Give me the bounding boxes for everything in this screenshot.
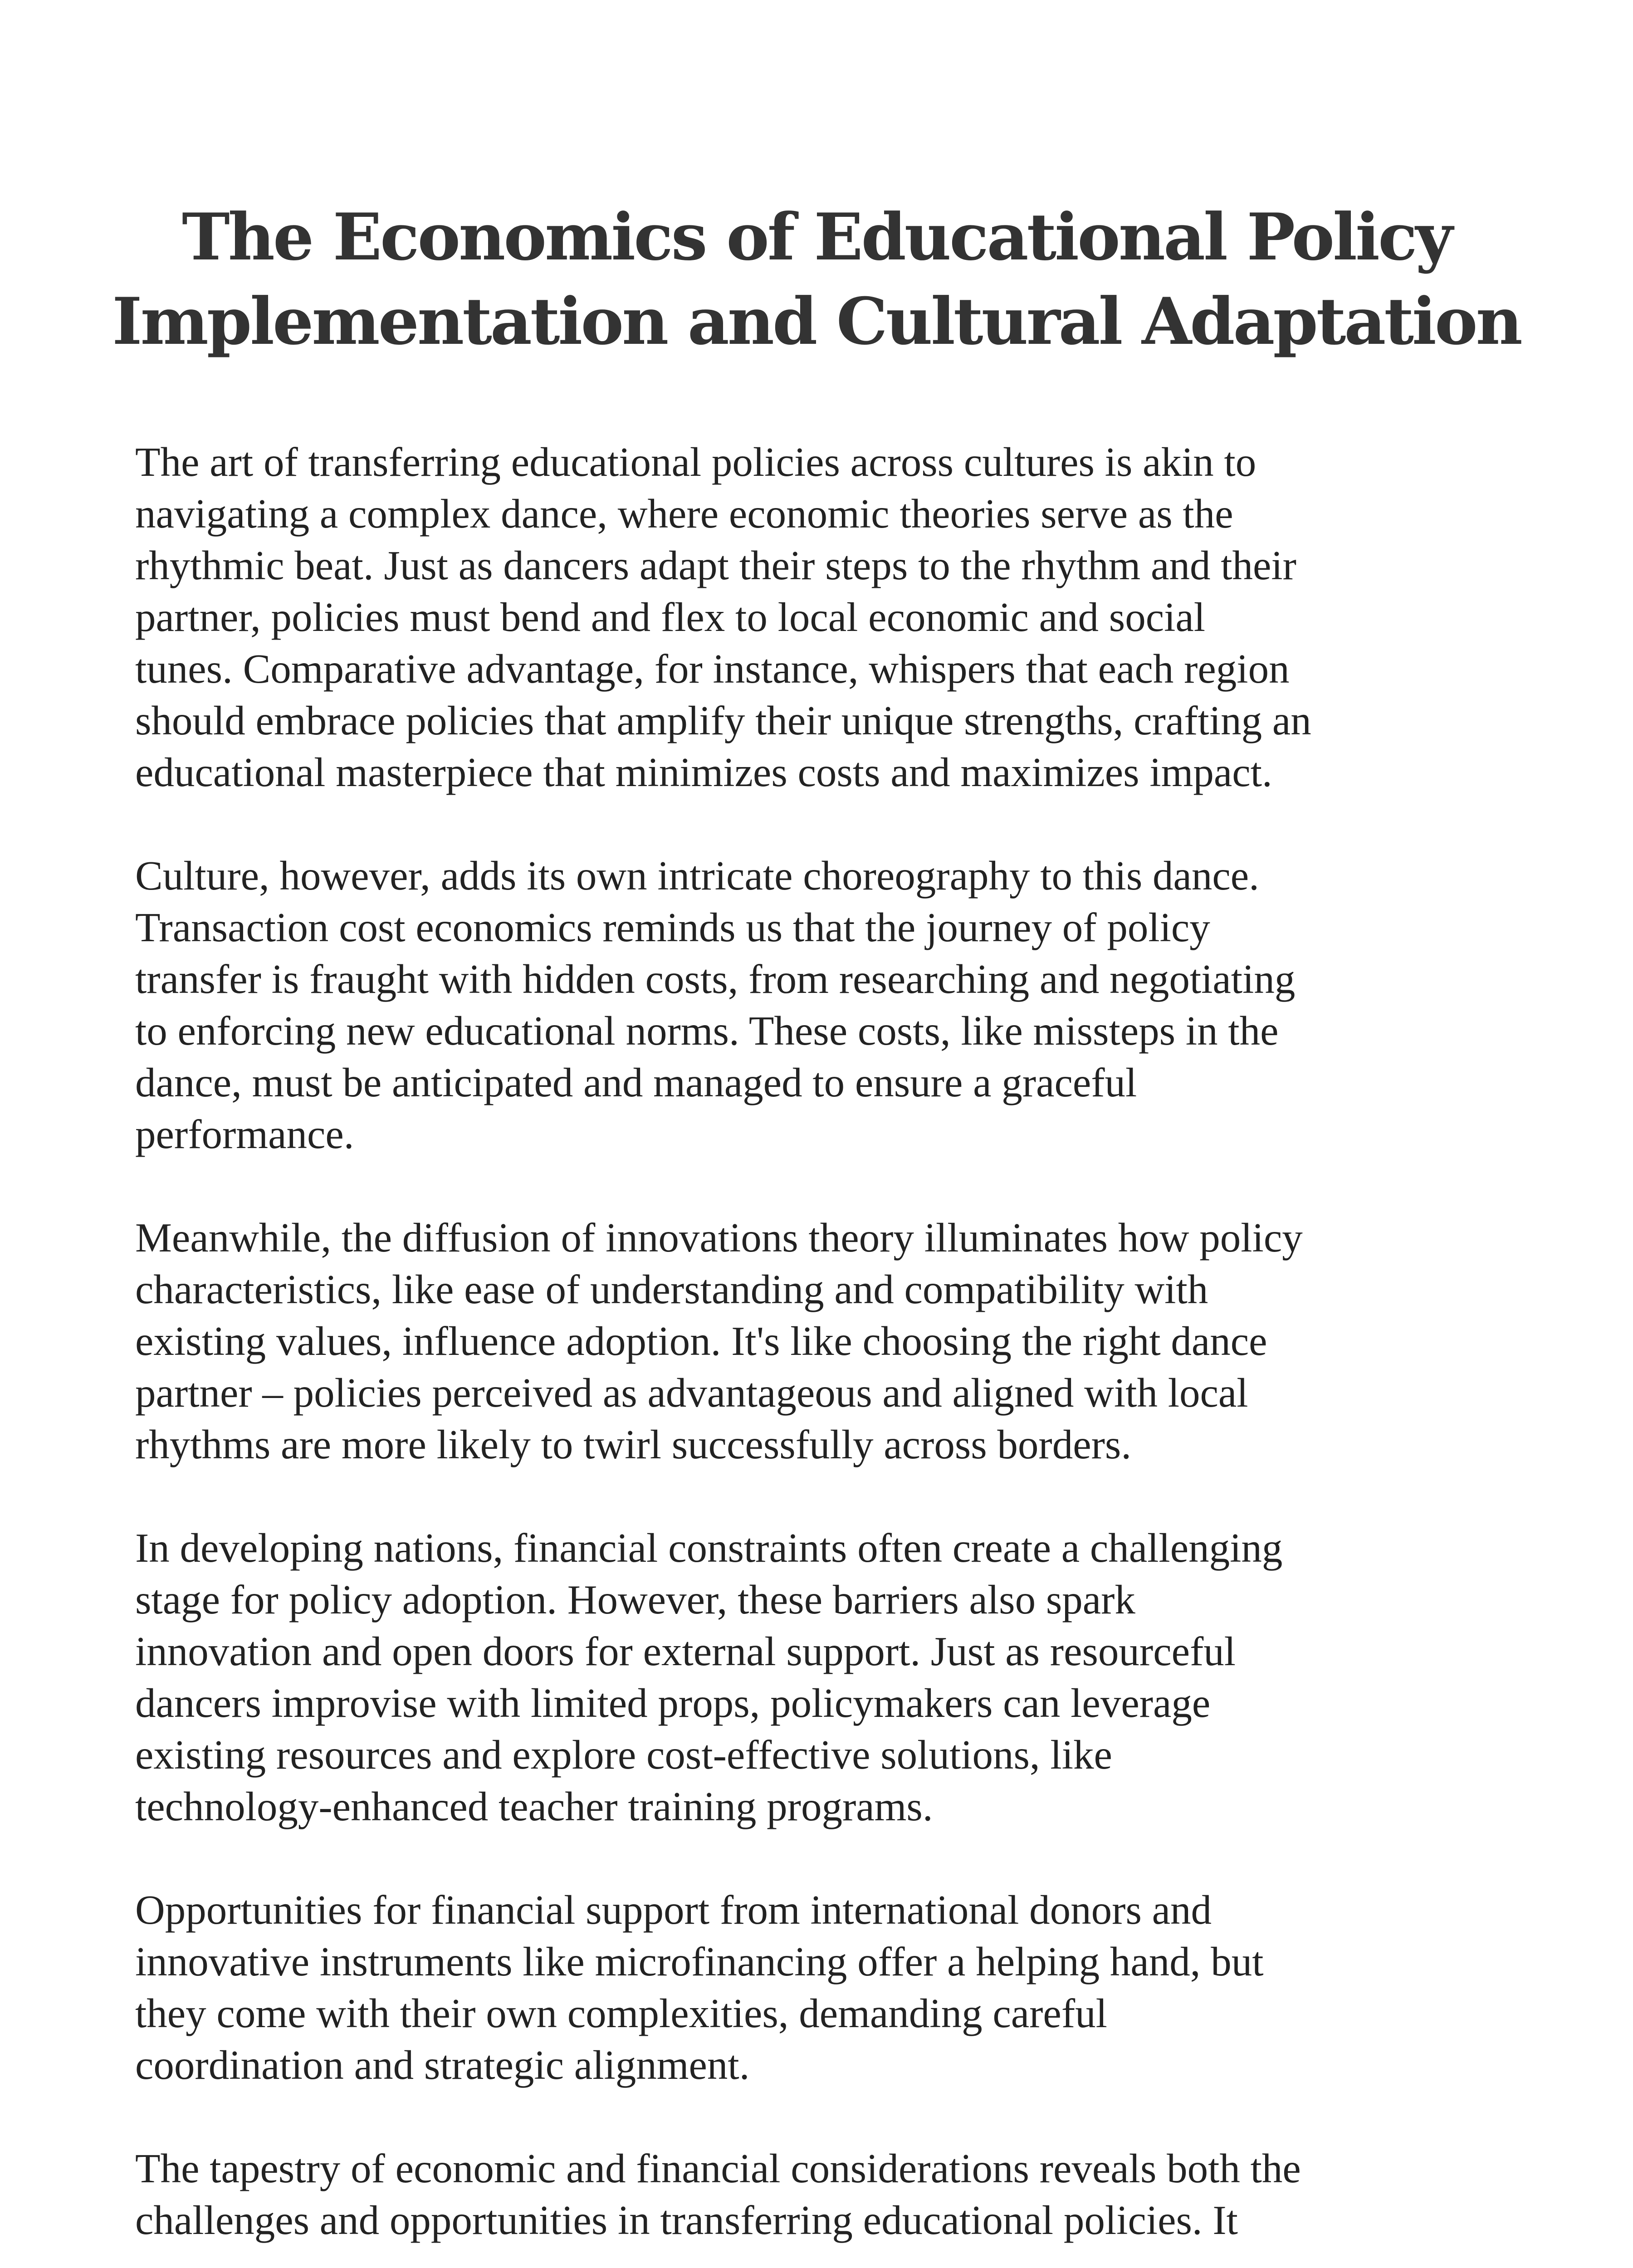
- text-line: The tapestry of economic and financial considerations reveals both the: [135, 2146, 1301, 2191]
- text-line: partner, policies must bend and flex to local economic and social: [135, 594, 1206, 640]
- paragraph: [135, 2143, 1496, 2246]
- text-line: In developing nations, financial constraints often create a challenging: [135, 1525, 1283, 1571]
- text-line: The art of transferring educational policies across cultures is akin to: [135, 439, 1257, 485]
- body-text: [135, 436, 1496, 2268]
- paragraph: [135, 436, 1496, 798]
- text-line: Meanwhile, the diffusion of innovations theory illuminates how policy: [135, 1215, 1303, 1261]
- paragraph: [135, 1212, 1496, 1471]
- page-title: [109, 195, 1524, 364]
- text-line: stage for policy adoption. However, these barriers also spark: [135, 1577, 1135, 1623]
- paragraph: [135, 850, 1496, 1160]
- text-line: they come with their own complexities, demanding careful: [135, 1990, 1107, 2036]
- text-line: should embrace policies that amplify their unique strengths, crafting an: [135, 698, 1311, 743]
- text-line: existing values, influence adoption. It's like choosing the right dance: [135, 1318, 1267, 1364]
- text-line: characteristics, like ease of understanding and compatibility with: [135, 1266, 1208, 1312]
- title-line: Implementation and Cultural Adaptation: [112, 284, 1521, 359]
- text-line: existing resources and explore cost-effective solutions, like: [135, 1732, 1112, 1778]
- text-line: innovation and open doors for external support. Just as resourceful: [135, 1628, 1236, 1674]
- text-line: transfer is fraught with hidden costs, from researching and negotiating: [135, 956, 1296, 1002]
- text-line: Culture, however, adds its own intricate choreography to this dance.: [135, 853, 1259, 899]
- text-line: rhythmic beat. Just as dancers adapt their steps to the rhythm and their: [135, 543, 1296, 588]
- text-line: dancers improvise with limited props, policymakers can leverage: [135, 1680, 1211, 1726]
- text-line: Transaction cost economics reminds us that the journey of policy: [135, 904, 1210, 950]
- text-line: tunes. Comparative advantage, for instance, whispers that each region: [135, 646, 1290, 692]
- text-line: technology-enhanced teacher training programs.: [135, 1784, 933, 1829]
- text-line: navigating a complex dance, where economic theories serve as the: [135, 491, 1233, 537]
- text-line: performance.: [135, 1111, 354, 1157]
- text-line: coordination and strategic alignment.: [135, 2042, 750, 2088]
- text-line: partner – policies perceived as advantageous and aligned with local: [135, 1370, 1248, 1416]
- text-line: Opportunities for financial support from international donors and: [135, 1887, 1212, 1933]
- paragraph: [135, 1884, 1496, 2091]
- title-line: The Economics of Educational Policy: [182, 200, 1451, 275]
- paragraph: [135, 1522, 1496, 1833]
- text-line: to enforcing new educational norms. These costs, like missteps in the: [135, 1008, 1279, 1054]
- text-line: challenges and opportunities in transferring educational policies. It: [135, 2197, 1238, 2243]
- text-line: innovative instruments like microfinancing offer a helping hand, but: [135, 1939, 1264, 1984]
- text-line: rhythms are more likely to twirl successfully across borders.: [135, 1422, 1132, 1467]
- text-line: dance, must be anticipated and managed to ensure a graceful: [135, 1060, 1137, 1105]
- text-line: educational masterpiece that minimizes costs and maximizes impact.: [135, 749, 1272, 795]
